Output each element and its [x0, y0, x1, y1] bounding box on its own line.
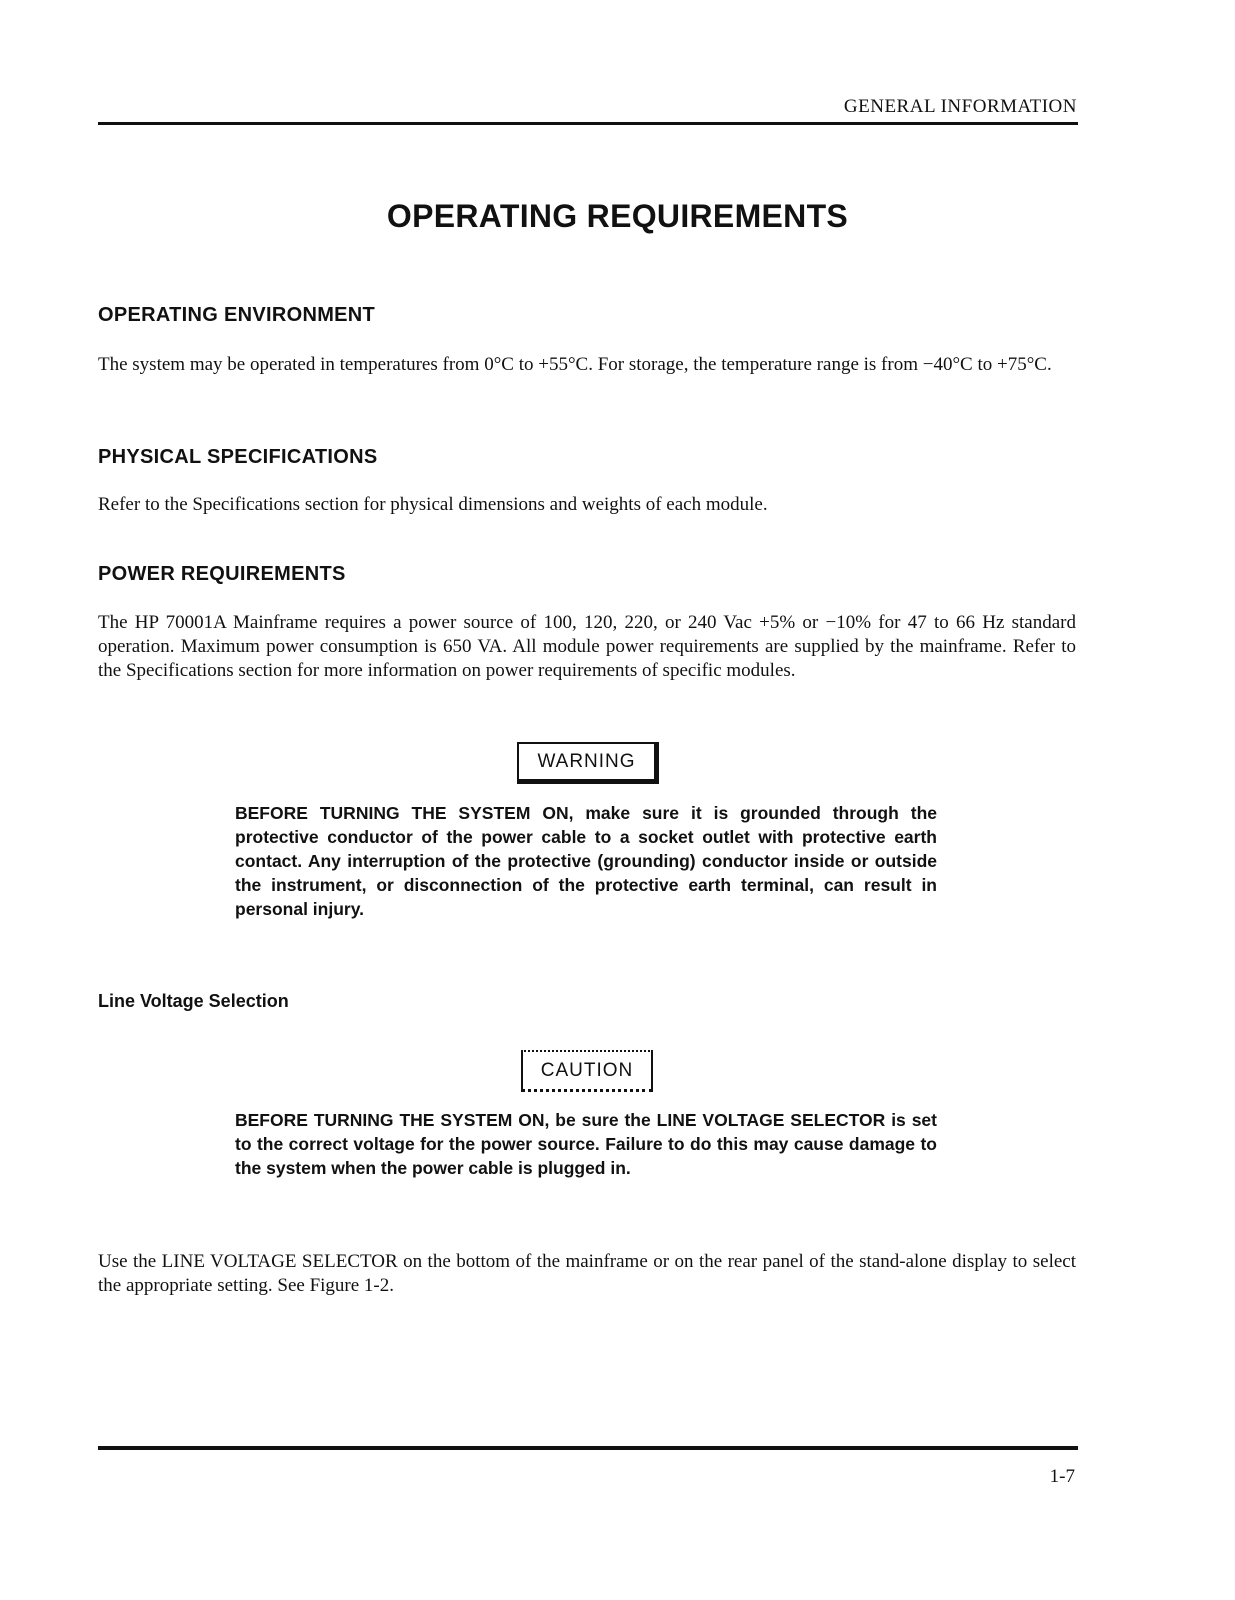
header-rule	[98, 122, 1078, 125]
operating-environment-text: The system may be operated in temperatures from 0°C to +55°C. For storage, the temperature range is from −40°C to +75°C.	[98, 354, 1052, 375]
warning-label-box	[517, 742, 659, 784]
caution-text: BEFORE TURNING THE SYSTEM ON, be sure the LINE VOLTAGE SELECTOR is set to the correct voltage for the power source. Failure to do this may cause damage to the system when the power cable is plugged in.	[235, 1110, 937, 1178]
caution-label-box	[521, 1050, 653, 1092]
warning-text: BEFORE TURNING THE SYSTEM ON, make sure it is grounded through the protective conductor of the power cable to a socket outlet with protective earth contact. Any interruption of the protective (grounding) conductor inside or outside the instrument, or disconnection of the protective earth terminal, can result in personal injury.	[235, 803, 937, 919]
physical-specifications-text: Refer to the Specifications section for physical dimensions and weights of each module.	[98, 494, 768, 515]
power-requirements-text: The HP 70001A Mainframe requires a power source of 100, 120, 220, or 240 Vac +5% or −10% for 47 to 66 Hz standard operation. Maximum power consumption is 650 VA. All module power requirements are supplied by the mainframe. Refer to the Specifications section for more information on power requirements of specific modules.	[98, 612, 1076, 681]
running-head: GENERAL INFORMATION	[843, 96, 1077, 117]
heading-physical-specifications: PHYSICAL SPECIFICATIONS	[98, 446, 378, 468]
page-title: OPERATING REQUIREMENTS	[386, 198, 849, 234]
heading-line-voltage-selection: Line Voltage Selection	[98, 991, 289, 1011]
footer-rule	[98, 1446, 1078, 1450]
heading-operating-environment: OPERATING ENVIRONMENT	[98, 304, 376, 326]
warning-label: WARNING	[537, 750, 636, 772]
line-voltage-text: Use the LINE VOLTAGE SELECTOR on the bottom of the mainframe or on the rear panel of the stand-alone display to select the appropriate setting. See Figure 1-2.	[98, 1251, 1076, 1296]
heading-power-requirements: POWER REQUIREMENTS	[98, 563, 346, 585]
caution-label: CAUTION	[540, 1059, 634, 1081]
page-number: 1-7	[1049, 1466, 1075, 1487]
